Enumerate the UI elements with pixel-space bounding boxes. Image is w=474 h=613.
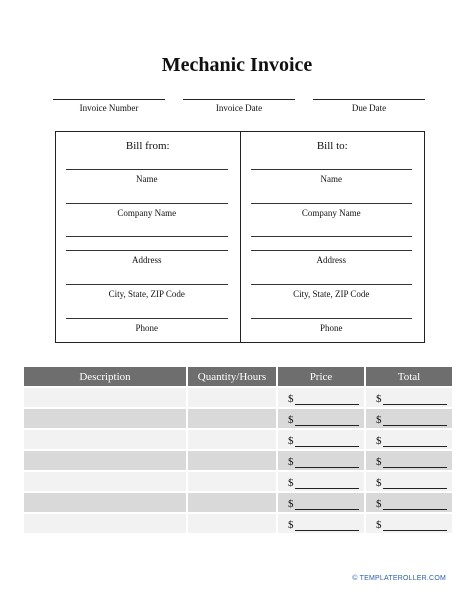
currency-symbol: $ — [376, 477, 382, 489]
bill-from-company-field[interactable] — [66, 203, 228, 218]
invoice-date-line — [183, 99, 295, 100]
price-cell[interactable] — [277, 408, 365, 429]
amount-blank-line — [383, 416, 447, 426]
total-cell[interactable] — [365, 429, 452, 450]
total-cell[interactable] — [365, 387, 452, 408]
table-row — [24, 387, 452, 408]
bill-from-name-field[interactable] — [66, 169, 228, 184]
price-cell[interactable] — [277, 471, 365, 492]
currency-field — [278, 516, 364, 531]
currency-symbol: $ — [376, 456, 382, 468]
due-date-line — [313, 99, 425, 100]
field-line — [66, 169, 228, 170]
amount-blank-line — [383, 395, 447, 405]
table-row — [24, 429, 452, 450]
currency-field — [278, 411, 364, 426]
total-cell[interactable] — [365, 450, 452, 471]
bill-to-heading: Bill to: — [316, 140, 348, 152]
amount-blank-line — [295, 521, 359, 531]
description-header: Description — [24, 367, 187, 387]
currency-field — [278, 432, 364, 447]
bill-from-address-label: Address — [132, 255, 162, 265]
currency-symbol: $ — [288, 477, 294, 489]
currency-symbol: $ — [376, 498, 382, 510]
total-header: Total — [365, 367, 452, 387]
billing-parties-box — [55, 131, 425, 343]
bill-from-address-field[interactable] — [66, 250, 228, 265]
quantity-hours-header: Quantity/Hours — [187, 367, 277, 387]
currency-field — [366, 516, 452, 531]
amount-blank-line — [295, 416, 359, 426]
bill-to-name-label: Name — [320, 174, 342, 184]
quantity-cell[interactable] — [187, 450, 277, 471]
bill-from-city-field[interactable] — [66, 284, 228, 299]
total-cell[interactable] — [365, 492, 452, 513]
due-date-field[interactable] — [313, 99, 425, 113]
amount-blank-line — [295, 479, 359, 489]
bill-to-city-field[interactable] — [251, 284, 413, 299]
invoice-date-label: Invoice Date — [215, 103, 263, 113]
quantity-cell[interactable] — [187, 429, 277, 450]
currency-field — [366, 411, 452, 426]
bill-from-city-label: City, State, ZIP Code — [108, 289, 185, 299]
amount-blank-line — [383, 458, 447, 468]
bill-to-company-label: Company Name — [301, 208, 361, 218]
table-row — [24, 408, 452, 429]
amount-blank-line — [295, 437, 359, 447]
amount-blank-line — [383, 479, 447, 489]
currency-symbol: $ — [288, 393, 294, 405]
field-line — [66, 284, 228, 285]
table-row — [24, 492, 452, 513]
bill-to-address-field[interactable] — [251, 250, 413, 265]
bill-from-name-label: Name — [136, 174, 158, 184]
bill-from-section — [56, 132, 240, 342]
invoice-number-line — [53, 99, 165, 100]
currency-field — [366, 495, 452, 510]
bill-to-section — [240, 132, 425, 342]
line-items-body — [24, 387, 452, 533]
amount-blank-line — [295, 395, 359, 405]
currency-symbol: $ — [376, 435, 382, 447]
price-cell[interactable] — [277, 450, 365, 471]
total-cell[interactable] — [365, 471, 452, 492]
bill-to-city-label: City, State, ZIP Code — [293, 289, 370, 299]
quantity-cell[interactable] — [187, 471, 277, 492]
currency-symbol: $ — [288, 435, 294, 447]
bill-to-phone-field[interactable] — [251, 318, 413, 333]
bill-from-heading: Bill from: — [125, 140, 170, 152]
currency-symbol: $ — [288, 519, 294, 531]
description-cell[interactable] — [24, 513, 187, 533]
field-line — [251, 203, 413, 204]
bill-to-address-label: Address — [316, 255, 346, 265]
invoice-number-label: Invoice Number — [79, 103, 139, 113]
price-cell[interactable] — [277, 492, 365, 513]
amount-blank-line — [295, 458, 359, 468]
price-cell[interactable] — [277, 387, 365, 408]
amount-blank-line — [383, 500, 447, 510]
amount-blank-line — [383, 521, 447, 531]
field-line — [66, 318, 228, 319]
amount-blank-line — [295, 500, 359, 510]
quantity-cell[interactable] — [187, 408, 277, 429]
line-items-table — [24, 367, 452, 533]
currency-field — [278, 495, 364, 510]
quantity-cell[interactable] — [187, 492, 277, 513]
currency-symbol: $ — [376, 393, 382, 405]
currency-symbol: $ — [376, 519, 382, 531]
currency-symbol: $ — [288, 414, 294, 426]
total-cell[interactable] — [365, 513, 452, 533]
field-line — [251, 318, 413, 319]
price-cell[interactable] — [277, 429, 365, 450]
table-row — [24, 471, 452, 492]
bill-from-address-line-1[interactable] — [66, 236, 228, 237]
currency-field — [278, 390, 364, 405]
field-line — [251, 284, 413, 285]
currency-field — [278, 453, 364, 468]
invoice-title: Mechanic Invoice — [161, 54, 313, 76]
field-line — [251, 169, 413, 170]
price-cell[interactable] — [277, 513, 365, 533]
table-header-row — [24, 367, 452, 387]
total-cell[interactable] — [365, 408, 452, 429]
due-date-label: Due Date — [351, 103, 387, 113]
bill-from-phone-label: Phone — [135, 323, 158, 333]
amount-blank-line — [383, 437, 447, 447]
currency-field — [366, 432, 452, 447]
bill-to-company-field[interactable] — [251, 203, 413, 218]
table-row — [24, 450, 452, 471]
invoice-number-field[interactable] — [53, 99, 165, 113]
description-cell[interactable] — [24, 429, 187, 450]
description-cell[interactable] — [24, 387, 187, 408]
currency-symbol: $ — [376, 414, 382, 426]
footer-credit: © TEMPLATEROLLER.COM — [352, 575, 446, 582]
bill-from-phone-field[interactable] — [66, 318, 228, 333]
currency-field — [366, 390, 452, 405]
description-cell[interactable] — [24, 408, 187, 429]
field-line — [251, 250, 413, 251]
invoice-date-field[interactable] — [183, 99, 295, 113]
currency-field — [366, 474, 452, 489]
field-line — [66, 203, 228, 204]
currency-symbol: $ — [288, 456, 294, 468]
currency-field — [278, 474, 364, 489]
currency-symbol: $ — [288, 498, 294, 510]
field-line — [66, 250, 228, 251]
bill-to-address-line-1[interactable] — [251, 236, 413, 237]
quantity-cell[interactable] — [187, 387, 277, 408]
description-cell[interactable] — [24, 471, 187, 492]
table-row — [24, 513, 452, 533]
quantity-cell[interactable] — [187, 513, 277, 533]
currency-field — [366, 453, 452, 468]
bill-from-company-label: Company Name — [117, 208, 177, 218]
bill-to-phone-label: Phone — [320, 323, 343, 333]
description-cell[interactable] — [24, 450, 187, 471]
bill-to-name-field[interactable] — [251, 169, 413, 184]
description-cell[interactable] — [24, 492, 187, 513]
price-header: Price — [277, 367, 365, 387]
